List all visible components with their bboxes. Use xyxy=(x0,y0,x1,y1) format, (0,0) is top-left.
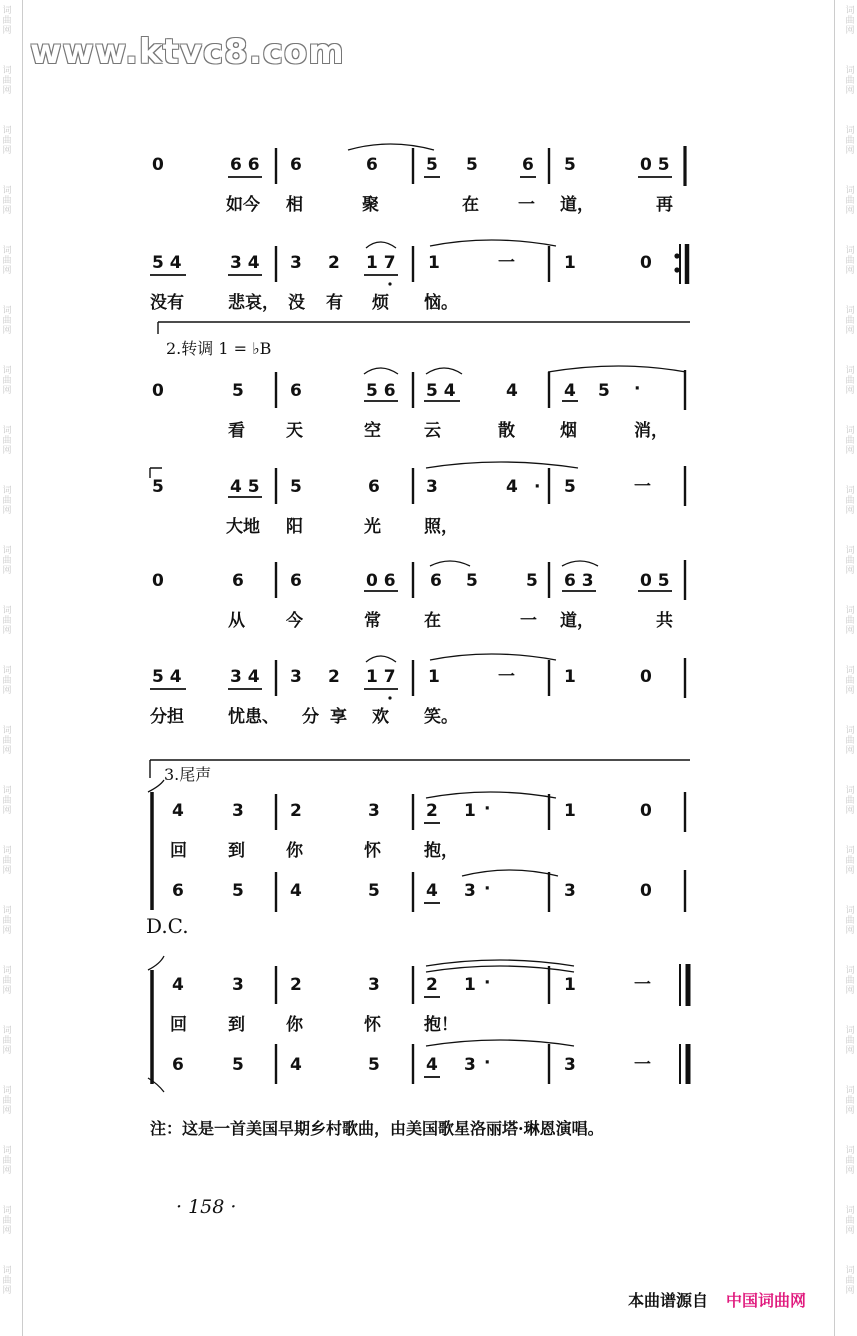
side-watermark-mark: 词 曲 网 xyxy=(845,846,855,876)
site-watermark: www.ktvc8.com xyxy=(30,32,345,72)
side-watermark-mark: 词 曲 网 xyxy=(845,966,855,996)
side-watermark-mark: 词 曲 网 xyxy=(2,126,12,156)
note: 3 xyxy=(368,975,380,995)
lyric: 有 xyxy=(326,293,343,313)
lyric: 从 xyxy=(228,611,245,631)
side-watermark-mark: 词 曲 网 xyxy=(845,306,855,336)
side-watermark-mark: 词 曲 网 xyxy=(845,1266,855,1296)
side-watermark-mark: 词 曲 网 xyxy=(2,966,12,996)
lyric: 今 xyxy=(286,611,303,631)
note: 6 6 xyxy=(230,155,260,175)
side-watermark-mark: 词 曲 网 xyxy=(2,906,12,936)
note: 6 3 xyxy=(564,571,594,591)
side-watermark-mark: 词 曲 网 xyxy=(2,186,12,216)
note: 1 xyxy=(564,801,576,821)
lyric: 道， xyxy=(560,611,594,631)
note: 5 xyxy=(368,1055,380,1075)
note: 4 xyxy=(290,881,302,901)
note: 5 xyxy=(232,881,244,901)
lyric: 欢 xyxy=(372,707,389,727)
side-watermark-mark: 词 曲 网 xyxy=(2,1086,12,1116)
side-watermark-mark: 词 曲 网 xyxy=(845,666,855,696)
note: 5 xyxy=(564,155,576,175)
note: 6 xyxy=(232,571,244,591)
note: 0 5 xyxy=(640,571,670,591)
lyric: 道， xyxy=(560,195,594,215)
lyric: 烦 xyxy=(372,293,389,313)
note: 2 xyxy=(426,975,438,995)
side-watermark-mark: 词 曲 网 xyxy=(845,726,855,756)
note: 4 xyxy=(506,381,518,401)
note: 4 5 xyxy=(230,477,260,497)
side-watermark-mark: 词 曲 网 xyxy=(2,1206,12,1236)
note: 4 xyxy=(290,1055,302,1075)
note: 6 xyxy=(290,571,302,591)
note: 2 xyxy=(426,801,438,821)
side-watermark-mark: 词 曲 网 xyxy=(845,6,855,36)
side-watermark-mark: 词 曲 网 xyxy=(845,186,855,216)
lyric: 回 xyxy=(170,1015,187,1035)
note: 5 xyxy=(152,477,164,497)
side-watermark-mark: 词 曲 网 xyxy=(2,606,12,636)
lyric: 再 xyxy=(656,195,673,215)
lyric: 抱！ xyxy=(424,1015,458,1035)
lyric: 没 xyxy=(288,293,305,313)
note: · xyxy=(484,1053,491,1073)
side-watermark-mark: 词 曲 网 xyxy=(845,786,855,816)
side-watermark-mark: 词 曲 网 xyxy=(2,846,12,876)
section-2-label: 2.转调 1 = ♭B xyxy=(166,339,272,358)
note: 1 7 xyxy=(366,253,396,273)
lyric: 烟 xyxy=(560,421,577,441)
lyric: 分担 xyxy=(150,707,184,727)
note: 2 xyxy=(328,667,340,687)
side-watermark-mark: 词 曲 网 xyxy=(2,726,12,756)
lyric: 相 xyxy=(286,195,303,215)
note: 1 xyxy=(564,253,576,273)
note: 2 xyxy=(290,975,302,995)
note: 3 xyxy=(564,881,576,901)
da-capo-mark: D.C. xyxy=(146,914,189,938)
side-watermark-mark: 词 曲 网 xyxy=(845,246,855,276)
lyric: 常 xyxy=(364,611,381,631)
note: 5 xyxy=(598,381,610,401)
lyric: 忧患、 xyxy=(228,707,279,727)
footnote-label: 注： xyxy=(150,1119,183,1138)
note: 1 xyxy=(464,801,476,821)
side-watermark-mark: 词 曲 网 xyxy=(845,1206,855,1236)
note: 0 xyxy=(640,253,652,273)
source-brand-link[interactable]: 中国词曲网 xyxy=(726,1291,807,1310)
note: 6 xyxy=(368,477,380,497)
note: 2 xyxy=(290,801,302,821)
note: 5 6 xyxy=(366,381,396,401)
lyric: 怀 xyxy=(364,841,381,861)
note: 5 xyxy=(232,381,244,401)
side-watermark-mark: 词 曲 网 xyxy=(2,546,12,576)
side-watermark-mark: 词 曲 网 xyxy=(2,666,12,696)
note: · xyxy=(534,477,541,497)
side-watermark-mark: 词 曲 网 xyxy=(845,546,855,576)
note: 3 xyxy=(290,667,302,687)
note: 1 xyxy=(428,253,440,273)
side-watermark-mark: 词 曲 网 xyxy=(845,1146,855,1176)
note: 6 xyxy=(430,571,442,591)
side-watermark-mark: 词 曲 网 xyxy=(2,246,12,276)
note: 一 xyxy=(634,975,651,995)
side-watermark-mark: 词 曲 网 xyxy=(2,1146,12,1176)
lyric: 看 xyxy=(228,421,245,441)
lyric: 抱， xyxy=(424,841,458,861)
note: 0 xyxy=(640,801,652,821)
source-credit xyxy=(628,1288,806,1311)
note: 一 xyxy=(498,253,515,273)
note: 0 6 xyxy=(366,571,396,591)
side-watermark-mark: 词 曲 网 xyxy=(845,486,855,516)
lyric: 照， xyxy=(424,517,458,537)
lyric: 散 xyxy=(498,421,515,441)
lyric: 云 xyxy=(424,421,441,441)
side-watermark-mark: 词 曲 网 xyxy=(845,1026,855,1056)
lyric: 到 xyxy=(228,1015,245,1035)
note: 0 xyxy=(152,381,164,401)
note: 1 7 xyxy=(366,667,396,687)
note: 4 xyxy=(172,801,184,821)
note: 4 xyxy=(172,975,184,995)
note: 3 xyxy=(426,477,438,497)
lyric: 空 xyxy=(364,421,381,441)
note: 3 xyxy=(564,1055,576,1075)
note: 3 xyxy=(290,253,302,273)
note: 1 xyxy=(428,667,440,687)
side-watermark-mark: 词 曲 网 xyxy=(2,1026,12,1056)
note: 0 xyxy=(640,667,652,687)
note: 3 4 xyxy=(230,667,260,687)
note: 0 xyxy=(640,881,652,901)
note: · xyxy=(484,879,491,899)
note: 5 4 xyxy=(426,381,456,401)
note: 6 xyxy=(172,881,184,901)
side-watermark-mark: 词 曲 网 xyxy=(845,606,855,636)
note: 6 xyxy=(290,155,302,175)
lyric: 阳 xyxy=(286,517,303,537)
side-watermark-mark: 词 曲 网 xyxy=(2,366,12,396)
source-prefix: 本曲谱源自 xyxy=(628,1291,709,1310)
note: 4 xyxy=(426,881,438,901)
lyric: 光 xyxy=(364,517,381,537)
lyric: 在 xyxy=(462,195,479,215)
lyric: 大地 xyxy=(226,517,260,537)
note: 3 xyxy=(464,1055,476,1075)
side-watermark-mark: 词 曲 网 xyxy=(845,906,855,936)
side-watermark-mark: 词 曲 网 xyxy=(2,6,12,36)
note: 6 xyxy=(366,155,378,175)
note: 5 4 xyxy=(152,253,182,273)
note: 3 4 xyxy=(230,253,260,273)
lyric: 没有 xyxy=(150,293,184,313)
lyric: 一 xyxy=(518,195,535,215)
note: 0 xyxy=(152,155,164,175)
note: 一 xyxy=(634,477,651,497)
note: 5 xyxy=(564,477,576,497)
side-watermark-mark: 词 曲 网 xyxy=(845,366,855,396)
note: 6 xyxy=(522,155,534,175)
note: 4 xyxy=(426,1055,438,1075)
lyric: 消， xyxy=(634,421,668,441)
lyric: 回 xyxy=(170,841,187,861)
note: 3 xyxy=(232,801,244,821)
side-watermark-mark: 词 曲 网 xyxy=(845,126,855,156)
note: 2 xyxy=(328,253,340,273)
note: 5 xyxy=(232,1055,244,1075)
footnote-text: 这是一首美国早期乡村歌曲，由美国歌星洛丽塔·琳恩演唱。 xyxy=(182,1119,604,1138)
note: 5 xyxy=(426,155,438,175)
side-watermark-mark: 词 曲 网 xyxy=(2,786,12,816)
lyric: 怀 xyxy=(364,1015,381,1035)
note: 一 xyxy=(498,667,515,687)
note: 3 xyxy=(368,801,380,821)
side-watermark-mark: 词 曲 网 xyxy=(2,306,12,336)
note: 3 xyxy=(232,975,244,995)
note: 5 xyxy=(368,881,380,901)
note: 1 xyxy=(464,975,476,995)
page-number: · 158 · xyxy=(176,1196,237,1218)
lyric: 共 xyxy=(656,611,673,631)
note: 5 xyxy=(526,571,538,591)
note: 6 xyxy=(172,1055,184,1075)
side-watermark-mark: 词 曲 网 xyxy=(845,1086,855,1116)
side-watermark-mark: 词 曲 网 xyxy=(2,426,12,456)
lyric: 分 xyxy=(302,707,319,727)
lyric: 在 xyxy=(424,611,441,631)
side-watermark-mark: 词 曲 网 xyxy=(2,486,12,516)
note: 4 xyxy=(506,477,518,497)
lyric: 悲哀， xyxy=(228,293,279,313)
note: 5 xyxy=(466,571,478,591)
note: 0 5 xyxy=(640,155,670,175)
side-watermark-mark: 词 曲 网 xyxy=(2,66,12,96)
section-3-label: 3.尾声 xyxy=(164,765,212,784)
lyric: 如今 xyxy=(226,195,260,215)
note: · xyxy=(484,973,491,993)
lyric: 天 xyxy=(286,421,303,441)
note: 0 xyxy=(152,571,164,591)
note: 1 xyxy=(564,975,576,995)
note: 6 xyxy=(290,381,302,401)
note: 3 xyxy=(464,881,476,901)
note: 1 xyxy=(564,667,576,687)
note: 5 xyxy=(466,155,478,175)
lyric: 享 xyxy=(330,707,347,727)
side-watermark-mark: 词 曲 网 xyxy=(845,426,855,456)
lyric: 聚 xyxy=(362,195,379,215)
lyric: 一 xyxy=(520,611,537,631)
note: 一 xyxy=(634,1055,651,1075)
footnote xyxy=(150,1112,710,1146)
note: · xyxy=(484,799,491,819)
side-watermark-mark: 词 曲 网 xyxy=(845,66,855,96)
lyric: 你 xyxy=(286,841,303,861)
note: 5 xyxy=(290,477,302,497)
side-watermark-mark: 词 曲 网 xyxy=(2,1266,12,1296)
lyric: 到 xyxy=(228,841,245,861)
lyric: 笑。 xyxy=(424,707,458,727)
note: 4 xyxy=(564,381,576,401)
lyric: 你 xyxy=(286,1015,303,1035)
note: 5 4 xyxy=(152,667,182,687)
note: · xyxy=(634,379,641,399)
lyric: 恼。 xyxy=(424,293,458,313)
